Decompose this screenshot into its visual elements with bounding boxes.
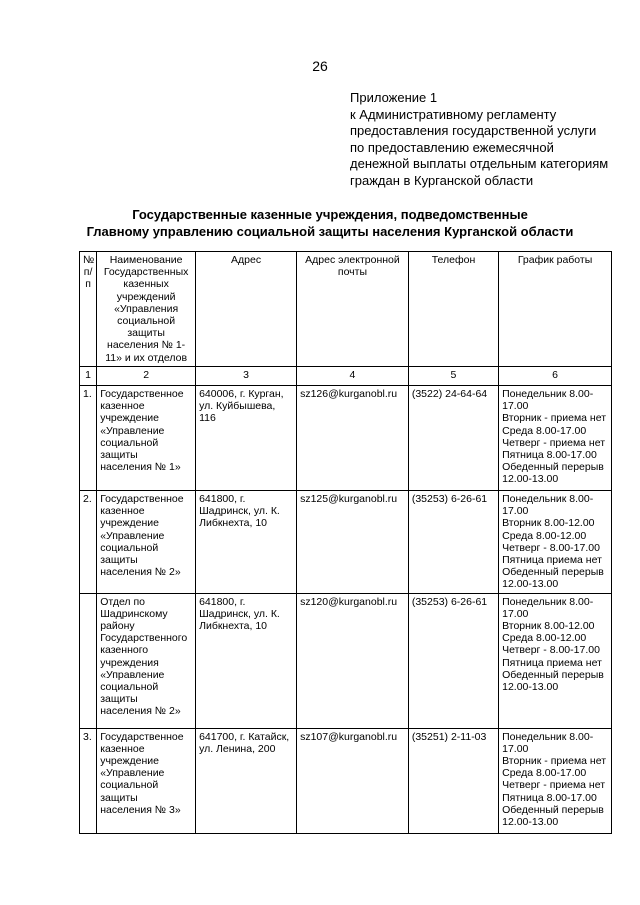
header-address: Адрес xyxy=(196,252,297,367)
row-number: 2. xyxy=(80,491,97,594)
schedule-line: Пятница 8.00-17.00 xyxy=(502,791,597,804)
schedule-line: Четверг - приема нет xyxy=(502,779,606,792)
header-phone: Телефон xyxy=(408,252,498,367)
schedule-line: Вторник 8.00-12.00 xyxy=(502,620,595,633)
institution-email: sz120@kurganobl.ru xyxy=(297,593,409,728)
institution-phone: (35253) 6-26-61 xyxy=(408,593,498,728)
work-schedule xyxy=(499,386,612,491)
column-number: 6 xyxy=(499,367,612,386)
appendix-line: по предоставлению ежемесячной xyxy=(350,139,554,155)
schedule-line: Обеденный перерыв 12.00-13.00 xyxy=(502,803,604,829)
column-number-row xyxy=(80,367,612,386)
appendix-line: предоставления государственной услуги xyxy=(350,123,597,138)
schedule-line: Понедельник 8.00-17.00 xyxy=(502,388,594,413)
institution-address: 640006, г. Курган, ул. Куйбышева, 116 xyxy=(196,386,297,491)
schedule-line: Понедельник 8.00-17.00 xyxy=(502,730,594,755)
work-schedule xyxy=(499,491,612,594)
row-number xyxy=(80,593,97,728)
table-row xyxy=(80,491,612,594)
institution-name: Государственное казенное учреждение «Управление социальной защиты населения № 3» xyxy=(97,728,196,833)
schedule-line: Обеденный перерыв 12.00-13.00 xyxy=(502,461,604,486)
title-line-2: Главному управлению социальной защиты населения Курганской области xyxy=(86,224,574,239)
schedule-line: Вторник - приема нет xyxy=(502,755,607,768)
header-name: Наименование Государственных казенных учреждений «Управления социальной защиты населения № 1-11» и их отделов xyxy=(97,252,196,367)
institution-name: Государственное казенное учреждение «Управление социальной защиты населения № 2» xyxy=(97,491,196,594)
schedule-line: Среда 8.00-17.00 xyxy=(502,767,587,780)
schedule-line: Вторник 8.00-12.00 xyxy=(502,517,595,530)
row-number: 1. xyxy=(80,386,97,491)
column-number: 3 xyxy=(196,367,297,386)
institution-name: Государственное казенное учреждение «Управление социальной защиты населения № 1» xyxy=(97,386,196,491)
header-schedule: График работы xyxy=(499,252,612,367)
schedule-line: Обеденный перерыв 12.00-13.00 xyxy=(502,566,604,591)
institution-phone: (3522) 24-64-64 xyxy=(408,386,498,491)
table-row xyxy=(80,728,612,833)
header-number: № п/п xyxy=(80,252,97,367)
appendix-note xyxy=(350,90,620,189)
institution-address: 641800, г. Шадринск, ул. К. Либкнехта, 10 xyxy=(196,593,297,728)
institution-address: 641700, г. Катайск, ул. Ленина, 200 xyxy=(196,728,297,833)
schedule-line: Среда 8.00-17.00 xyxy=(502,424,587,437)
table-row xyxy=(80,386,612,491)
schedule-line: Понедельник 8.00-17.00 xyxy=(502,595,594,620)
column-number: 1 xyxy=(80,367,97,386)
column-number: 4 xyxy=(297,367,409,386)
institution-email: sz126@kurganobl.ru xyxy=(297,386,409,491)
schedule-line: Среда 8.00-12.00 xyxy=(502,529,587,542)
institution-email: sz107@kurganobl.ru xyxy=(297,728,409,833)
column-number: 2 xyxy=(97,367,196,386)
table-header-row xyxy=(80,252,612,367)
header-email: Адрес электронной почты xyxy=(297,252,409,367)
schedule-line: Пятница 8.00-17.00 xyxy=(502,449,597,462)
appendix-line: к Административному регламенту xyxy=(350,106,557,122)
table-row xyxy=(80,593,612,728)
work-schedule xyxy=(499,728,612,833)
schedule-line: Четверг - 8.00-17.00 xyxy=(502,644,600,657)
page-number: 26 xyxy=(312,58,328,74)
institution-name: Отдел по Шадринскому району Государственного казенного учреждения «Управление социальной защиты населения № 2» xyxy=(97,593,196,728)
schedule-line: Вторник - приема нет xyxy=(502,412,607,425)
institution-phone: (35251) 2-11-03 xyxy=(408,728,498,833)
appendix-line: денежной выплаты отдельным категориям xyxy=(350,156,609,171)
column-number: 5 xyxy=(408,367,498,386)
row-number: 3. xyxy=(80,728,97,833)
schedule-line: Пятница приема нет xyxy=(502,554,602,567)
document-title xyxy=(60,206,600,240)
schedule-line: Пятница приема нет xyxy=(502,656,602,669)
title-line-1: Государственные казенные учреждения, подведомственные xyxy=(132,207,528,222)
institutions-table xyxy=(79,251,612,834)
schedule-line: Обеденный перерыв 12.00-13.00 xyxy=(502,668,604,694)
schedule-line: Понедельник 8.00-17.00 xyxy=(502,493,594,518)
appendix-line: граждан в Курганской области xyxy=(350,172,534,188)
schedule-line: Четверг - приема нет xyxy=(502,436,606,449)
institution-email: sz125@kurganobl.ru xyxy=(297,491,409,594)
institution-address: 641800, г. Шадринск, ул. К. Либкнехта, 10 xyxy=(196,491,297,594)
institution-phone: (35253) 6-26-61 xyxy=(408,491,498,594)
appendix-line: Приложение 1 xyxy=(350,90,438,105)
work-schedule xyxy=(499,593,612,728)
schedule-line: Среда 8.00-12.00 xyxy=(502,632,587,645)
schedule-line: Четверг - 8.00-17.00 xyxy=(502,541,600,554)
